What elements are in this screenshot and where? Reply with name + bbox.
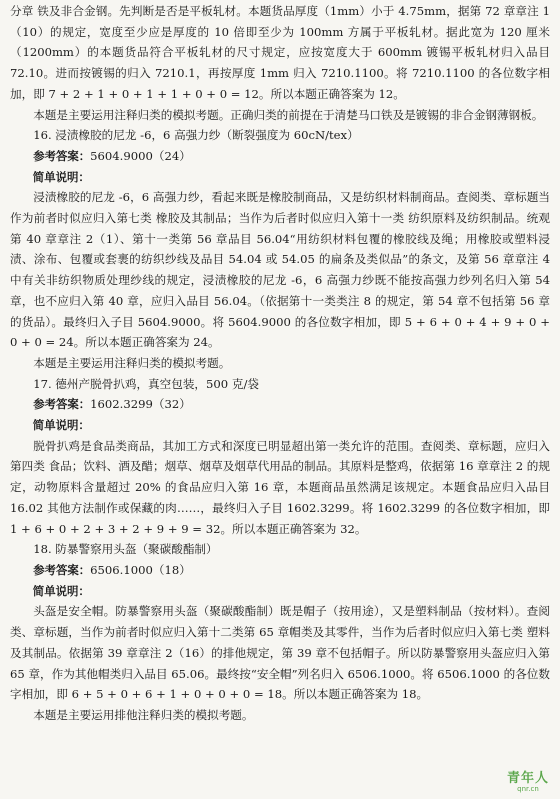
brief-label: 简单说明：: [32, 169, 90, 184]
brief-label: 简单说明：: [32, 583, 90, 598]
answer-value: 1602.3299（32）: [90, 397, 191, 412]
question-title: 16. 浸渍橡胶的尼龙 -6，6 高强力纱（断裂强度为 60cN/tex）: [33, 128, 359, 143]
intro-note: 本题是主要运用注释归类的模拟考题。正确归类的前提在于清楚马口铁及是镀锡的非合金钢薄钢板。: [33, 107, 544, 122]
answer-line: [10, 560, 550, 581]
answer-label: 参考答案：: [33, 562, 91, 577]
intro-paragraph: 分章 铁及非合金钢。先判断是否是平板轧材。本题货品厚度（1mm）小于 4.75mm，据第 72 章章注 1（10）的规定，宽度至少应是厚度的 10 倍即至少为 100mm 方属于平板轧材。据此宽为 120 厘米（1200mm）的本题货品符合平板轧材的尺寸规定，应按宽度大于 600mm 镀锡平板轧材归入品目 72.10。进而按镀锡的归入 7210.1，再按厚度 1mm 归入 7210.1100。将 7210.1100 的各位数字相加，即 7 + 2 + 1 + 0 + 1 + 1 + 0 + 0 = 12。所以本题正确答案为 12。: [10, 4, 550, 101]
answer-label: 参考答案：: [33, 148, 91, 163]
explanation: 头盔是安全帽。防暴警察用头盔（聚碳酸酯制）既是帽子（按用途），又是塑料制品（按材料）。查阅类、章标题，当作为前者时似应归入第十二类第 65 章帽类及其零件，当作为后者时似应归入第七类 塑料及其制品。依据第 39 章章注 2（16）的排他规定，第 39 章不包括帽子。所以防暴警察用头盔应归入第 65 章，作为其他帽类归入品目 65.06。最终按“安全帽”列名归入 6506.1000。将 6506.1000 的各位数字相加，即 6 + 5 + 0 + 6 + 1 + 0 + 0 + 0 = 18。所以本题正确答案为 18。: [10, 604, 550, 702]
brief-label: 简单说明：: [32, 418, 90, 433]
note: 本题是主要运用排他注释归类的模拟考题。: [33, 707, 254, 722]
answer-line: [10, 394, 550, 415]
question-title: 17. 德州产脱骨扒鸡，真空包装，500 克/袋: [33, 376, 259, 391]
explanation: 浸渍橡胶的尼龙 -6，6 高强力纱，看起来既是橡胶制商品，又是纺织材料制商品。查阅类、章标题当作为前者时似应归入第七类 橡胶及其制品；当作为后者时似应归入第十一类 纺织原料及纺织制品。统观第 40 章章注 2（1）、第十一类第 56 章品目 56.04“用纺织材料包覆的橡胶线及绳；用橡胶或塑料浸渍、涂布、包覆或套裹的纺织纱线及品目 54.04 或 54.05 的扁条及类似品”的条文，及第 56 章章注 4 中有关非纺织物质处理纱线的规定，浸渍橡胶的尼龙 -6，6 高强力纱既不能按高强力纱列名归入第 54 章，也不应归入第 40 章，应归入品目 56.04。（依据第十一类类注 8 的规定，第 54 章不包括第 56 章的货品）。最终归入子目 5604.9000。将 5604.9000 的各位数字相加，即 5 + 6 + 0 + 4 + 9 + 0 + 0 + 0 = 24。所以本题正确答案为 24。: [10, 190, 550, 350]
answer-value: 6506.1000（18）: [90, 562, 191, 577]
question-item: [10, 539, 550, 725]
question-item: [10, 125, 550, 373]
answer-line: [10, 146, 550, 167]
answer-value: 5604.9000（24）: [90, 148, 191, 163]
site-watermark-logo: [504, 767, 552, 793]
note: 本题是主要运用注释归类的模拟考题。: [33, 355, 231, 370]
question-item: [10, 374, 550, 540]
question-title: 18. 防暴警察用头盔（聚碳酸酯制）: [33, 542, 218, 557]
watermark-text: 青年人: [506, 771, 549, 786]
watermark-url: qnr.cn: [517, 785, 539, 793]
explanation: 脱骨扒鸡是食品类商品，其加工方式和深度已明显超出第一类允许的范围。查阅类、章标题，应归入第四类 食品；饮料、酒及醋；烟草、烟草及烟草代用品的制品。其原料是整鸡，依据第 16 章章注 2 的规定，动物原料含量超过 20% 的食品应归入第 16 章，本题商品虽然满足该规定。本题食品应归入品目 16.02 其他方法制作或保藏的肉……，最终归入子目 1602.3299。将 1602.3299 的各位数字相加，即 1 + 6 + 0 + 2 + 3 + 2 + 9 + 9 = 32。所以本题正确答案为 32。: [10, 438, 550, 536]
answer-label: 参考答案：: [33, 397, 91, 412]
